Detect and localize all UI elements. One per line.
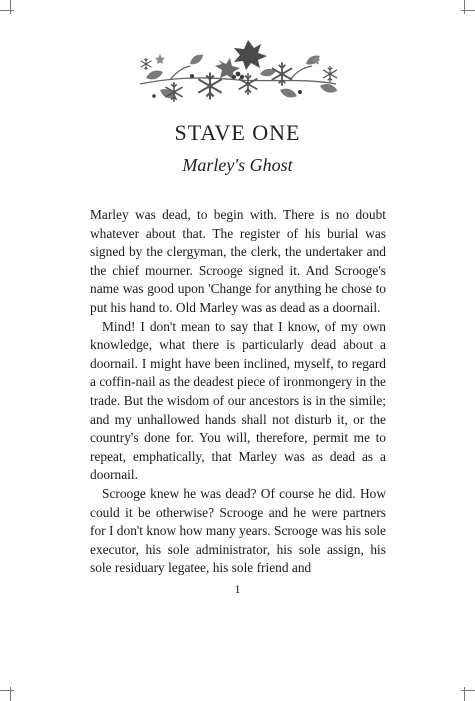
body-text — [90, 206, 386, 578]
holly-snowflake-garland-icon — [130, 34, 346, 112]
stave-title: STAVE ONE — [174, 120, 301, 145]
page-number: 1 — [234, 582, 241, 596]
paragraph-2: Mind! I don't mean to say that I know, of my own knowledge, what there is particularly dead about a doornail. I might have been inclined, myself, to regard a coffin-nail as the deadest piece of ironmongery in the trade. But the wisdom of our ancestors is in the simile; and my unhallowed hands shall not disturb it, or the country's done for. You will, therefore, permit me to repeat, emphatically, that Marley was as dead as a doornail. — [90, 318, 386, 483]
paragraph-3: Scrooge knew he was dead? Of course he did. How could it be otherwise? Scrooge and he were partners for I don't know how many years. Scrooge was his sole executor, his sole administrator, his sole assign, his sole residuary legatee, his sole friend and — [90, 485, 386, 576]
chapter-title: Marley's Ghost — [182, 155, 293, 175]
paragraph-1: Marley was dead, to begin with. There is no doubt whatever about that. The register of his burial was signed by the clergyman, the clerk, the undertaker and the chief mourner. Scrooge signed it. And Scrooge's name was good upon 'Change for anything he chose to put his hand to. Old Marley was as dead as a doornail. — [90, 207, 386, 315]
